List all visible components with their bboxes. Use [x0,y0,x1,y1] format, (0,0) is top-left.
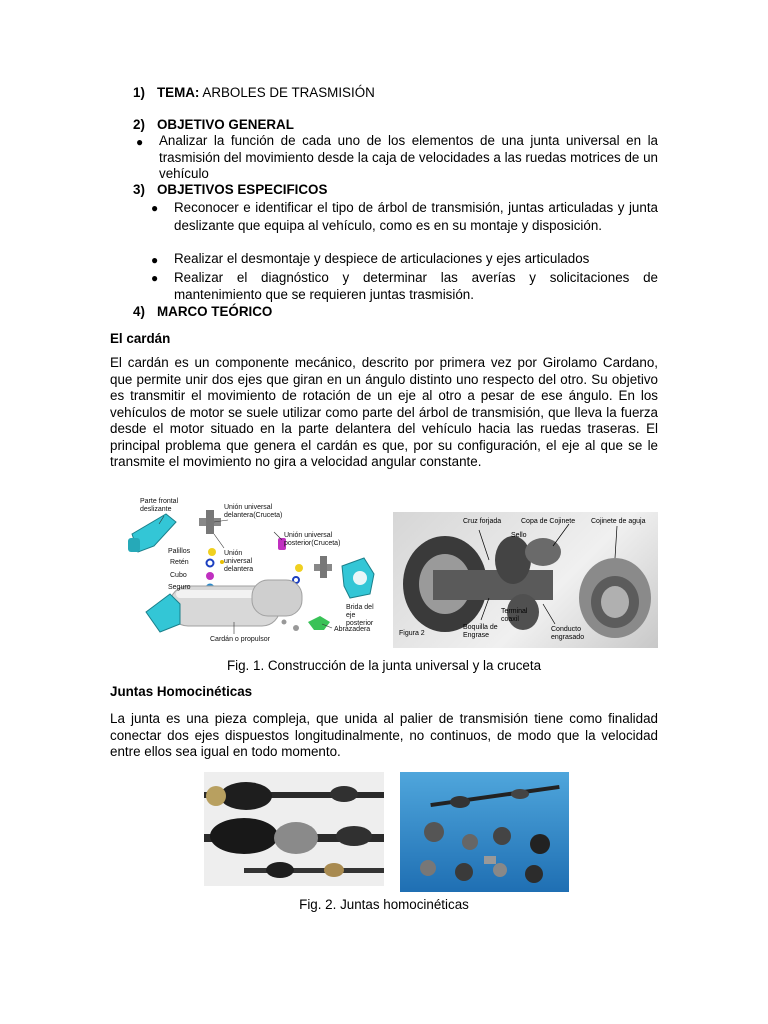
label-cojinete-aguja: Cojinete de aguja [591,518,646,525]
label-union-delantera-cruceta: Unión universal delantera(Cruceta) [224,504,283,519]
label-reten: Retén [170,559,189,566]
figure1-caption: Fig. 1. Construcción de la junta universal y la cruceta [226,658,542,673]
label-figura2: Figura 2 [399,630,425,637]
universal-joint-photo [393,512,658,648]
cardan-paragraph: El cardán es un componente mecánico, descrito por primera vez por Girolamo Cardano, que permite unir dos ejes que giran en un ángulo distinto uno respecto del otro. Su objetivo es transmitir el movimiento de rotación de un eje al otro a pesar de ese ángulo. En los vehículos de motor se suele utilizar como parte del árbol de transmisión, que lleva la fuerza desde el motor situado en la parte delantera del vehículo hacia las ruedas traseras. El principal problema que genera el cardán es que, por su configuración, el eje al que se le transmite el movimiento no gira a velocidad angular constante. [110,355,658,469]
tema-line [133,85,375,100]
objetivo-general-text: Analizar la función de cada uno de los elementos de una junta universal en la trasmisión del movimiento desde la caja de velocidades a las ruedas motrices de un vehículo [159,133,658,181]
cv-axles-photo [204,772,384,886]
driveshaft-diagram [124,494,384,652]
label-seguro: Seguro [168,584,191,591]
objetivo-general-title: OBJETIVO GENERAL [157,117,294,132]
tema-value: ARBOLES DE TRASMISIÓN [202,85,375,100]
cv-joints-graphic [400,772,569,892]
objetivos-especificos-number: 3) [133,182,145,197]
label-union-posterior: Unión universal posterior(Cruceta) [284,532,341,547]
label-sello: Sello [511,532,527,539]
label-cubo: Cubo [170,572,187,579]
label-cruz-forjada: Cruz forjada [463,518,502,525]
cv-axles-graphic [204,772,384,886]
label-abrazadera: Abrazadera [334,626,371,633]
objetivos-especificos-title: OBJETIVOS ESPECIFICOS [157,182,328,197]
bullet-icon: ● [151,201,159,215]
objetivo-general-number: 2) [133,117,145,132]
objetivo-especifico-item: Realizar el desmontaje y despiece de articulaciones y ejes articulados [174,251,590,266]
objetivos-especificos-heading [133,182,327,197]
homocineticas-paragraph: La junta es una pieza compleja, que unida al palier de transmisión tiene como finalidad conectar dos ejes dispuestos longitudinalmente, no continuos, de modo que la velocidad entre ellos sea igual en todo momento. [110,711,658,759]
label-palillos: Palillos [168,548,191,555]
bullet-icon: ● [151,271,159,285]
label-brida: Brida del eje posterior [346,604,374,627]
objetivo-especifico-item: Reconocer e identificar el tipo de árbol de transmisión, juntas articuladas y junta deslizante que equipa al vehículo, como es en su montaje y disposición. [174,200,658,233]
label-terminal: Terminal coaxil [501,608,528,623]
tema-label: TEMA: [157,85,200,100]
bullet-icon: ● [151,253,159,267]
marco-teorico-heading [133,304,272,319]
homocineticas-heading: Juntas Homocinéticas [110,684,253,699]
objetivo-general-heading [133,117,294,132]
label-parte-frontal: Parte frontal deslizante [140,498,179,513]
objetivo-especifico-item: Realizar el diagnóstico y determinar las averías y solicitaciones de mantenimiento que se requieren juntas trasmisión. [174,270,658,302]
marco-teorico-title: MARCO TEÓRICO [157,304,273,319]
cv-joints-assortment-photo [400,772,569,892]
cardan-heading: El cardán [110,331,171,346]
bullet-icon: ● [136,135,144,149]
label-union-delantera: Unión universal delantera [224,550,254,573]
tema-number: 1) [133,85,145,100]
label-conducto: Conducto engrasado [551,626,585,641]
label-cardan-propulsor: Cardán o propulsor [210,636,270,643]
figure2-caption: Fig. 2. Juntas homocinéticas [299,897,469,912]
label-boquilla: Boquilla de Engrase [463,624,498,639]
label-copa-cojinete: Copa de Cojinete [521,518,576,525]
marco-teorico-number: 4) [133,304,145,319]
